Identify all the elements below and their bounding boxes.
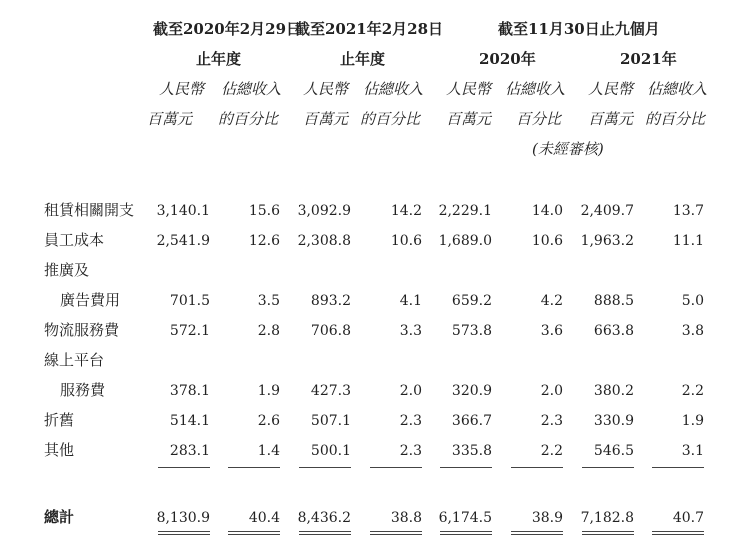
table-cell: 2,541.9 bbox=[156, 233, 210, 249]
total-cell: 6,174.5 bbox=[438, 510, 492, 526]
table-cell: 706.8 bbox=[310, 323, 351, 339]
col4-unit-line2: 的百分比 bbox=[360, 110, 421, 128]
table-cell: 546.5 bbox=[593, 443, 634, 459]
col5-unit-line2: 百萬元 bbox=[446, 110, 492, 128]
unaudited-note: (未經審核) bbox=[532, 140, 604, 158]
subtotal-rule-1 bbox=[158, 467, 210, 468]
table-cell: 888.5 bbox=[593, 293, 634, 309]
table-cell: 2.8 bbox=[257, 323, 280, 339]
row-label-platform-line1: 線上平台 bbox=[44, 351, 105, 369]
total-rule-6 bbox=[511, 531, 563, 535]
table-cell: 15.6 bbox=[248, 203, 280, 219]
col1-unit-line1: 人民幣 bbox=[159, 80, 205, 98]
col7-unit-line2: 百萬元 bbox=[588, 110, 634, 128]
table-cell: 514.1 bbox=[169, 413, 210, 429]
table-cell: 3,140.1 bbox=[156, 203, 210, 219]
total-cell: 38.8 bbox=[390, 510, 422, 526]
period2-subtitle: 止年度 bbox=[340, 50, 386, 68]
total-rule-1 bbox=[158, 531, 210, 535]
table-cell: 330.9 bbox=[593, 413, 634, 429]
total-cell: 8,130.9 bbox=[156, 510, 210, 526]
table-cell: 2.3 bbox=[540, 413, 563, 429]
table-cell: 10.6 bbox=[531, 233, 563, 249]
table-cell: 2.2 bbox=[681, 383, 704, 399]
table-cell: 507.1 bbox=[310, 413, 351, 429]
period3-title: 截至11月30日止九個月 bbox=[498, 20, 660, 38]
table-cell: 2,308.8 bbox=[297, 233, 351, 249]
year-2020-header: 2020年 bbox=[479, 50, 536, 68]
col7-unit-line1: 人民幣 bbox=[588, 80, 634, 98]
table-cell: 500.1 bbox=[310, 443, 351, 459]
subtotal-rule-3 bbox=[299, 467, 351, 468]
total-cell: 38.9 bbox=[531, 510, 563, 526]
total-rule-2 bbox=[228, 531, 280, 535]
table-cell: 320.9 bbox=[451, 383, 492, 399]
table-cell: 1.9 bbox=[257, 383, 280, 399]
row-label-staff: 員工成本 bbox=[44, 231, 105, 249]
table-cell: 2.0 bbox=[540, 383, 563, 399]
row-label-platform-line2: 服務費 bbox=[60, 381, 106, 399]
period2-title: 截至2021年2月28日 bbox=[295, 20, 444, 38]
col4-unit-line1: 佔總收入 bbox=[363, 80, 424, 98]
table-cell: 572.1 bbox=[169, 323, 210, 339]
table-cell: 283.1 bbox=[169, 443, 210, 459]
table-cell: 2,409.7 bbox=[580, 203, 634, 219]
period1-title: 截至2020年2月29日 bbox=[153, 20, 302, 38]
total-rule-4 bbox=[370, 531, 422, 535]
table-cell: 3.5 bbox=[257, 293, 280, 309]
table-cell: 11.1 bbox=[672, 233, 704, 249]
subtotal-rule-6 bbox=[511, 467, 563, 468]
row-label-logistics: 物流服務費 bbox=[44, 321, 120, 339]
table-cell: 14.0 bbox=[531, 203, 563, 219]
col2-unit-line1: 佔總收入 bbox=[221, 80, 282, 98]
col3-unit-line2: 百萬元 bbox=[303, 110, 349, 128]
col2-unit-line2: 的百分比 bbox=[218, 110, 279, 128]
table-cell: 663.8 bbox=[593, 323, 634, 339]
col8-unit-line2: 的百分比 bbox=[645, 110, 706, 128]
subtotal-rule-7 bbox=[582, 467, 634, 468]
table-cell: 10.6 bbox=[390, 233, 422, 249]
row-label-other: 其他 bbox=[44, 441, 75, 459]
row-label-promo-line2: 廣告費用 bbox=[60, 291, 121, 309]
col3-unit-line1: 人民幣 bbox=[303, 80, 349, 98]
subtotal-rule-2 bbox=[228, 467, 280, 468]
table-cell: 12.6 bbox=[248, 233, 280, 249]
table-cell: 4.1 bbox=[399, 293, 422, 309]
table-cell: 1.4 bbox=[257, 443, 280, 459]
year-2021-header: 2021年 bbox=[620, 50, 677, 68]
subtotal-rule-5 bbox=[440, 467, 492, 468]
col6-unit-line2: 百分比 bbox=[516, 110, 562, 128]
table-cell: 1.9 bbox=[681, 413, 704, 429]
table-cell: 2.3 bbox=[399, 443, 422, 459]
total-cell: 8,436.2 bbox=[297, 510, 351, 526]
total-cell: 7,182.8 bbox=[580, 510, 634, 526]
total-rule-3 bbox=[299, 531, 351, 535]
row-label-promo-line1: 推廣及 bbox=[44, 261, 90, 279]
table-cell: 14.2 bbox=[390, 203, 422, 219]
table-cell: 1,689.0 bbox=[438, 233, 492, 249]
row-label-rent: 租賃相關開支 bbox=[44, 201, 135, 219]
table-cell: 2.6 bbox=[257, 413, 280, 429]
table-cell: 3.6 bbox=[540, 323, 563, 339]
total-rule-7 bbox=[582, 531, 634, 535]
table-cell: 378.1 bbox=[169, 383, 210, 399]
table-cell: 380.2 bbox=[593, 383, 634, 399]
table-cell: 3.1 bbox=[681, 443, 704, 459]
total-cell: 40.4 bbox=[248, 510, 280, 526]
total-cell: 40.7 bbox=[672, 510, 704, 526]
subtotal-rule-4 bbox=[370, 467, 422, 468]
col5-unit-line1: 人民幣 bbox=[446, 80, 492, 98]
table-cell: 3.8 bbox=[681, 323, 704, 339]
period1-subtitle: 止年度 bbox=[196, 50, 242, 68]
table-cell: 701.5 bbox=[169, 293, 210, 309]
table-cell: 427.3 bbox=[310, 383, 351, 399]
table-cell: 335.8 bbox=[451, 443, 492, 459]
total-rule-8 bbox=[652, 531, 704, 535]
table-cell: 1,963.2 bbox=[580, 233, 634, 249]
col8-unit-line1: 佔總收入 bbox=[647, 80, 708, 98]
table-cell: 893.2 bbox=[310, 293, 351, 309]
table-cell: 366.7 bbox=[451, 413, 492, 429]
total-rule-5 bbox=[440, 531, 492, 535]
table-cell: 5.0 bbox=[681, 293, 704, 309]
table-cell: 2.3 bbox=[399, 413, 422, 429]
table-cell: 3.3 bbox=[399, 323, 422, 339]
row-label-depreciation: 折舊 bbox=[44, 411, 75, 429]
table-cell: 659.2 bbox=[451, 293, 492, 309]
subtotal-rule-8 bbox=[652, 467, 704, 468]
table-cell: 4.2 bbox=[540, 293, 563, 309]
row-label-total: 總計 bbox=[44, 508, 75, 526]
table-cell: 2,229.1 bbox=[438, 203, 492, 219]
col6-unit-line1: 佔總收入 bbox=[505, 80, 566, 98]
table-cell: 2.0 bbox=[399, 383, 422, 399]
table-cell: 13.7 bbox=[672, 203, 704, 219]
table-cell: 3,092.9 bbox=[297, 203, 351, 219]
table-cell: 2.2 bbox=[540, 443, 563, 459]
col1-unit-line2: 百萬元 bbox=[147, 110, 193, 128]
table-cell: 573.8 bbox=[451, 323, 492, 339]
